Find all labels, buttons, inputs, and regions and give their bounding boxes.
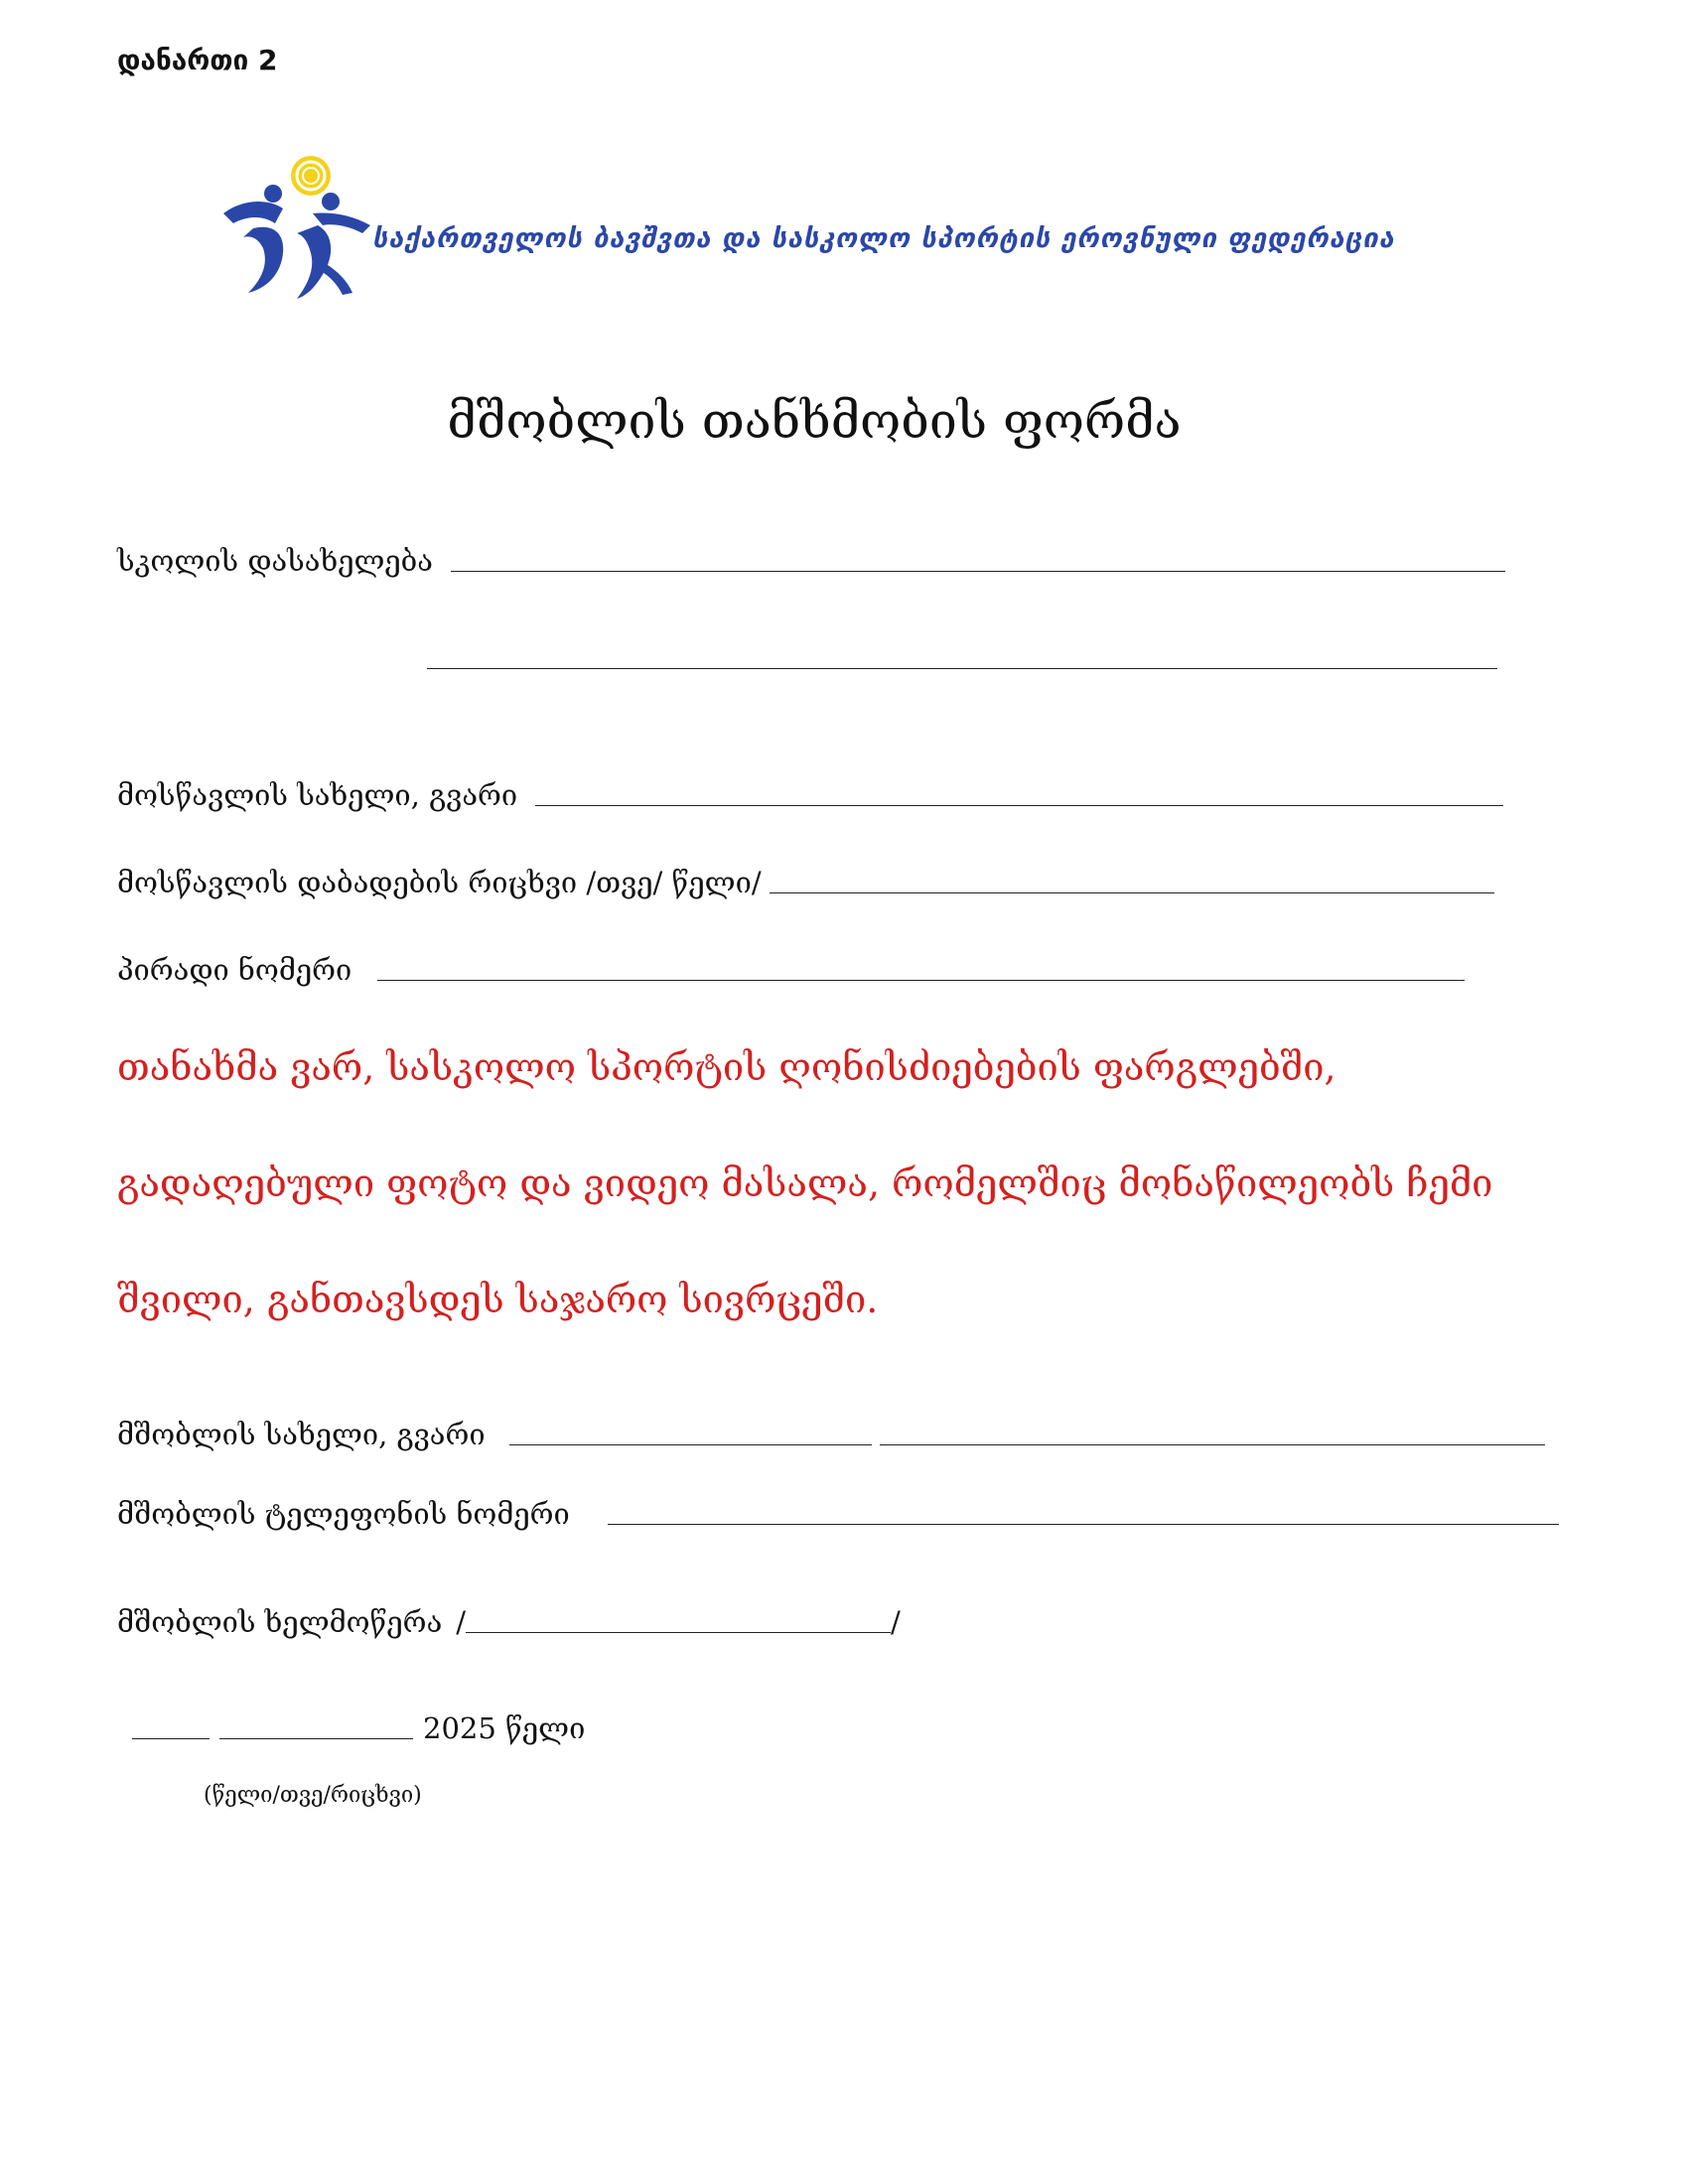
student-dob-label: მოსწავლის დაბადების რიცხვი /თვე/ წელი/ — [117, 866, 762, 899]
parent-name-row — [117, 1418, 1545, 1451]
personal-number-label: პირადი ნომერი — [117, 953, 352, 987]
annex-label: დანართი 2 — [117, 44, 278, 76]
federation-name: საქართველოს ბავშვთა და სასკოლო სპორტის ეროვნული ფედერაცია — [372, 223, 1395, 254]
parent-phone-field[interactable] — [608, 1523, 1559, 1525]
date-month-field[interactable] — [219, 1737, 413, 1739]
parent-phone-row — [117, 1497, 1559, 1531]
personal-number-field[interactable] — [377, 979, 1465, 981]
date-format-hint: (წელი/თვე/რიცხვი) — [204, 1783, 422, 1808]
student-dob-row — [117, 866, 1494, 899]
consent-line-3: შვილი, განთავსდეს საჯარო სივრცეში. — [117, 1278, 879, 1321]
student-dob-field[interactable] — [770, 891, 1494, 893]
page-title — [0, 392, 1688, 450]
federation-emblem-icon — [213, 154, 372, 303]
signature-close-slash: / — [891, 1605, 901, 1639]
date-day-field[interactable] — [132, 1737, 210, 1739]
page-title-text: მშობლის თანხმობის ფორმა — [447, 392, 1182, 450]
parent-last-name-field[interactable] — [880, 1443, 1545, 1445]
student-name-label: მოსწავლის სახელი, გვარი — [117, 778, 518, 812]
school-name-row — [117, 544, 1505, 578]
federation-logo — [213, 154, 1405, 303]
personal-number-row — [117, 953, 1465, 987]
signature-open-slash: / — [456, 1605, 467, 1639]
parent-name-label: მშობლის სახელი, გვარი — [117, 1418, 486, 1451]
consent-line-1: თანახმა ვარ, სასკოლო სპორტის ღონისძიებების ფარგლებში, — [117, 1045, 1336, 1089]
student-name-row — [117, 778, 1503, 812]
parent-signature-field[interactable] — [466, 1631, 891, 1633]
student-name-field[interactable] — [535, 804, 1503, 806]
consent-line-2: გადაღებული ფოტო და ვიდეო მასალა, რომელშიც მონაწილეობს ჩემი — [117, 1161, 1493, 1205]
school-name-row-2 — [427, 667, 1497, 675]
school-name-field-2[interactable] — [427, 667, 1497, 669]
date-row — [132, 1711, 585, 1745]
parent-signature-label: მშობლის ხელმოწერა — [117, 1605, 443, 1639]
parent-phone-label: მშობლის ტელეფონის ნომერი — [117, 1497, 570, 1531]
parent-signature-row — [117, 1605, 901, 1639]
date-year-text: 2025 წელი — [423, 1711, 586, 1745]
school-name-label: სკოლის დასახელება — [117, 544, 433, 578]
parent-first-name-field[interactable] — [509, 1443, 872, 1445]
school-name-field[interactable] — [451, 570, 1505, 572]
